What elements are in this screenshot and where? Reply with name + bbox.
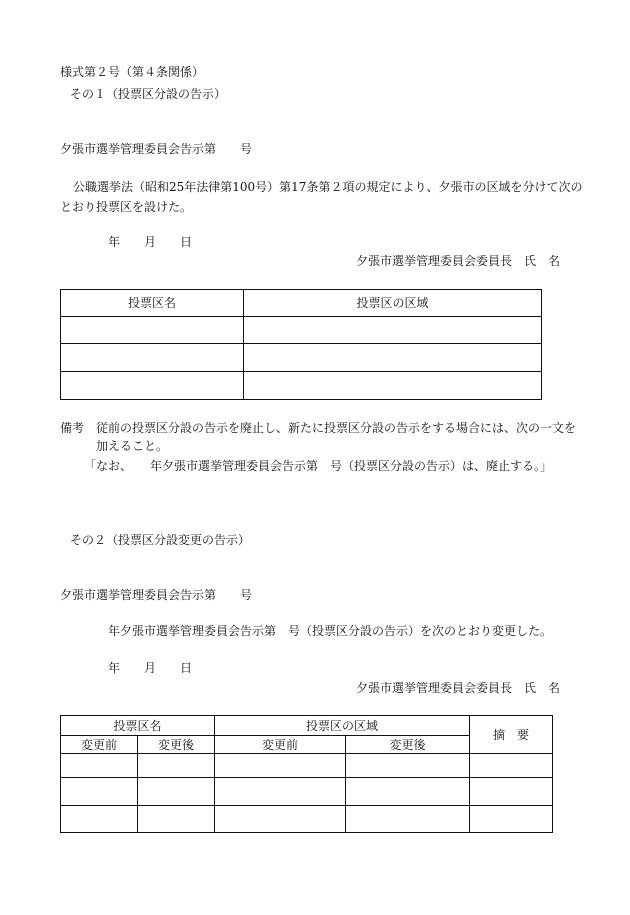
table-row (61, 317, 542, 344)
part2-body: 年夕張市選挙管理委員会告示第 号（投票区分設の告示）を次のとおり変更した。 (108, 624, 553, 638)
table-cell (215, 806, 346, 833)
part1-notice-number: 夕張市選挙管理委員会告示第 号 (60, 142, 253, 156)
part1-signatory: 夕張市選挙管理委員会委員長 氏 名 (355, 254, 560, 268)
header-name-after: 変更後 (138, 736, 215, 754)
table-cell (244, 317, 542, 344)
header-district-area: 投票区の区域 (215, 716, 470, 736)
table-cell (470, 754, 553, 778)
part1-district-table (60, 289, 542, 400)
table-cell (61, 317, 244, 344)
table-row (61, 372, 542, 400)
header-area-after: 変更後 (346, 736, 470, 754)
part2-heading: その２（投票区分設変更の告示） (70, 533, 251, 547)
table-cell (61, 372, 244, 400)
table-cell (138, 806, 215, 833)
table-cell (470, 806, 553, 833)
table-header-row (61, 290, 542, 317)
header-name-before: 変更前 (61, 736, 138, 754)
table-cell (61, 778, 138, 806)
header-summary: 摘 要 (470, 716, 553, 754)
table-cell (244, 344, 542, 372)
table-cell (138, 754, 215, 778)
table-cell (346, 754, 470, 778)
part2-change-table (60, 715, 553, 833)
remarks-line-2: 加えること。 (96, 439, 169, 453)
part1-body-line-2: とおり投票区を設けた。 (60, 200, 193, 214)
part2-notice-number: 夕張市選挙管理委員会告示第 号 (60, 588, 253, 602)
table-cell (215, 778, 346, 806)
table-row (61, 806, 553, 833)
header-area-before: 変更前 (215, 736, 346, 754)
table-cell (61, 806, 138, 833)
table-group-header-row (61, 716, 553, 736)
table-cell (244, 372, 542, 400)
part2-signatory: 夕張市選挙管理委員会委員長 氏 名 (355, 681, 560, 695)
remarks-label: 備考 (60, 421, 85, 435)
header-district-area: 投票区の区域 (244, 290, 542, 317)
table-cell (470, 778, 553, 806)
table-cell (346, 806, 470, 833)
header-district-name: 投票区名 (61, 290, 244, 317)
remarks-line-1: 従前の投票区分設の告示を廃止し、新たに投票区分設の告示をする場合には、次の一文を (96, 421, 577, 435)
table-row (61, 344, 542, 372)
table-row (61, 778, 553, 806)
form-number: 様式第２号（第４条関係） (60, 65, 205, 79)
table-cell (61, 754, 138, 778)
table-cell (61, 344, 244, 372)
part2-date: 年 月 日 (108, 661, 193, 675)
table-cell (138, 778, 215, 806)
part1-body-line-1: 公職選挙法（昭和25年法律第100号）第17条第２項の規定により、夕張市の区域を分けて次の (73, 180, 583, 194)
table-row (61, 754, 553, 778)
part1-heading: その１（投票区分設の告示） (70, 87, 227, 101)
header-district-name: 投票区名 (61, 716, 215, 736)
part1-date: 年 月 日 (108, 235, 193, 249)
table-cell (215, 754, 346, 778)
remarks-quote: 「なお、 年夕張市選挙管理委員会告示第 号（投票区分設の告示）は、廃止する。」 (84, 459, 553, 473)
table-cell (346, 778, 470, 806)
